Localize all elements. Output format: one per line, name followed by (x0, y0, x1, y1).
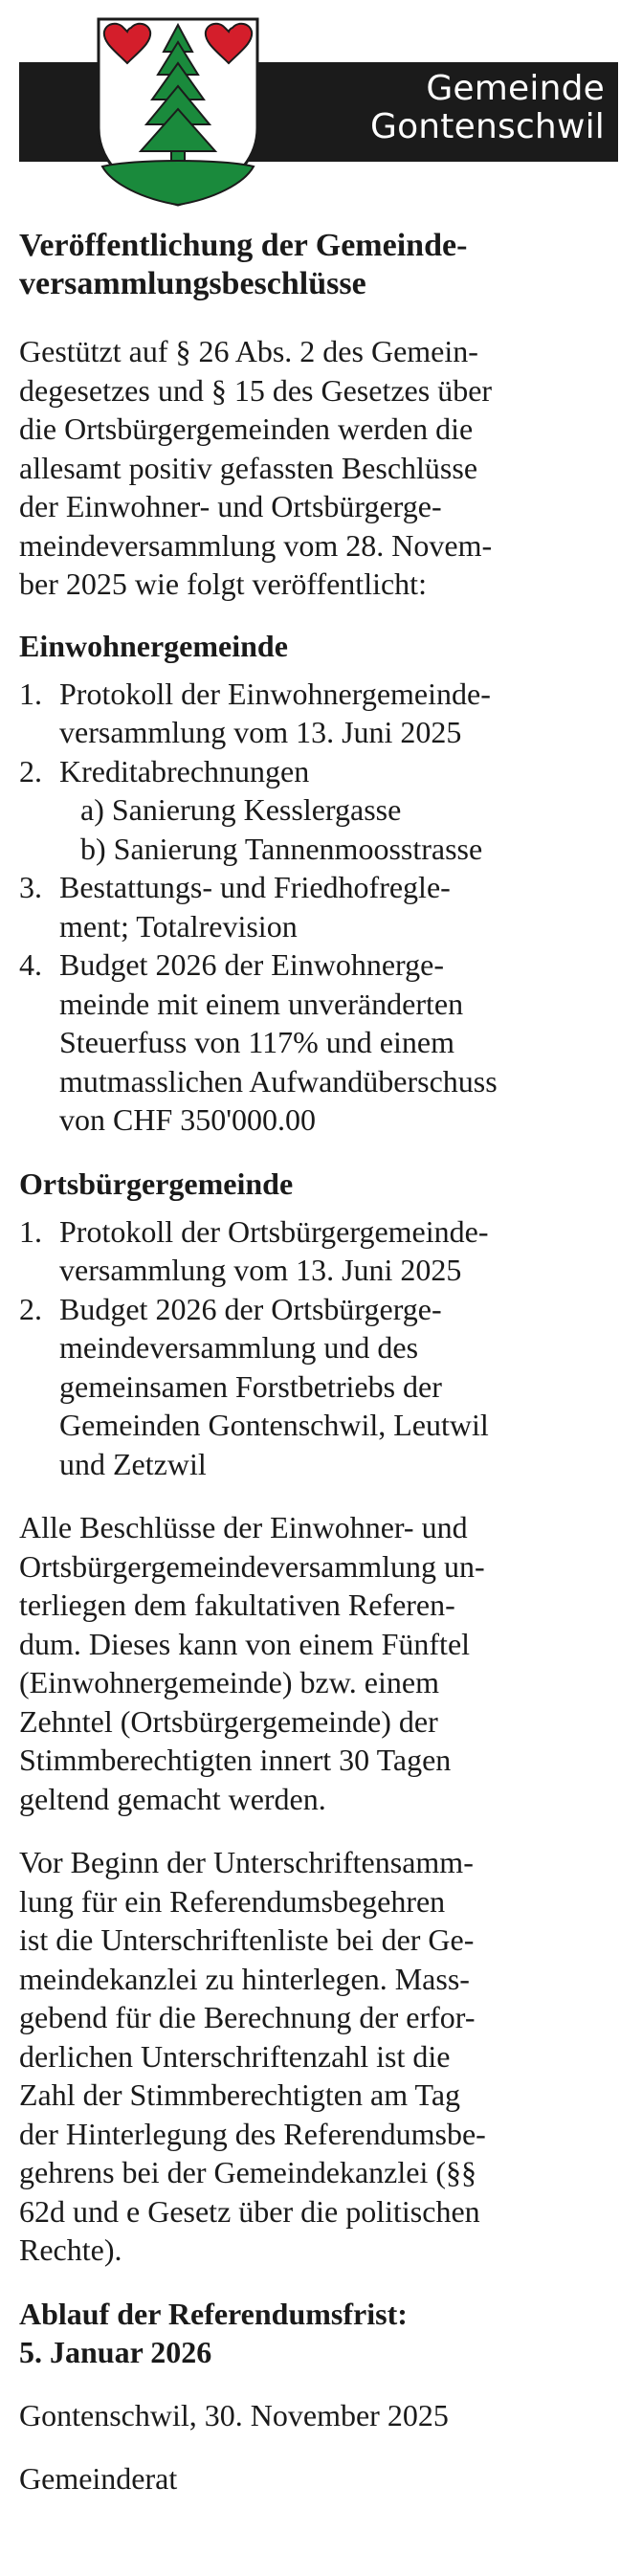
item-number: 3. (19, 870, 42, 904)
intro-line: der Einwohner- und Ortsbürgerge- (19, 489, 442, 523)
item-line: Budget 2026 der Einwohnerge- (59, 947, 444, 982)
place-date: Gontenschwil, 30. November 2025 (19, 2397, 449, 2432)
signature: Gemeinderat (19, 2461, 178, 2496)
list-item (19, 1212, 615, 1290)
paragraph-line: dum. Dieses kann von einem Fünftel (19, 1626, 471, 1661)
green-ground-icon (102, 161, 254, 205)
paragraph-line: ist die Unterschriftenliste bei der Ge- (19, 1922, 475, 1957)
paragraph-line: (Einwohnergemeinde) bzw. einem (19, 1665, 439, 1699)
paragraph-line: gehrens bei der Gemeindekanzlei (§§ (19, 2155, 477, 2189)
paragraph-line: Rechte). (19, 2232, 122, 2267)
paragraph-line: terliegen dem fakultativen Referen- (19, 1588, 455, 1622)
item-line: meinde mit einem unveränderten (59, 986, 464, 1021)
title-line: versammlungsbeschlüsse (19, 266, 366, 301)
paragraph-line: Stimmberechtigten innert 30 Tagen (19, 1743, 452, 1777)
item-line: Budget 2026 der Ortsbürgerge- (59, 1291, 442, 1326)
deadline-date: 5. Januar 2026 (19, 2334, 212, 2369)
intro-line: degesetzes und § 15 des Gesetzes über (19, 372, 493, 408)
paragraph-line: derlichen Unterschriftenzahl ist die (19, 2038, 451, 2074)
intro-line: allesamt positiv gefassten Beschlüsse (19, 450, 478, 485)
paragraph-line: meindekanzlei zu hinterlegen. Mass- (19, 1961, 470, 1996)
sub-item: b) Sanierung Tannenmoosstrasse (80, 831, 483, 866)
item-line: Kreditabrechnungen (59, 753, 310, 788)
publication-title (19, 227, 615, 303)
intro-line: Gestützt auf § 26 Abs. 2 des Gemein- (19, 334, 478, 368)
einwohner-items (19, 675, 615, 1140)
item-line: meindeversammlung und des (59, 1330, 419, 1365)
signatures-paragraph (19, 1843, 615, 2270)
item-line: Bestattungs- und Friedhofregle- (59, 870, 451, 904)
paragraph-line: Zahl der Stimmberechtigten am Tag (19, 2077, 461, 2112)
item-line: von CHF 350'000.00 (59, 1102, 317, 1137)
list-item (19, 868, 615, 945)
item-line: Steuerfuss von 117% und einem (59, 1025, 454, 1059)
municipality-name-line2: Gontenschwil (369, 107, 605, 146)
title-line: Veröffentlichung der Gemeinde- (19, 228, 468, 263)
item-line: versammlung vom 13. Juni 2025 (59, 715, 462, 749)
section-heading-einwohnergemeinde: Einwohnergemeinde (19, 628, 288, 663)
intro-line: meindeversammlung vom 28. Novem- (19, 527, 493, 563)
item-number: 2. (19, 1291, 42, 1326)
list-item (19, 752, 615, 869)
item-line: gemeinsamen Forstbetriebs der (59, 1368, 442, 1404)
referendum-paragraph (19, 1508, 615, 1818)
intro-line: ber 2025 wie folgt veröffentlicht: (19, 566, 427, 601)
item-line: und Zetzwil (59, 1446, 207, 1481)
list-item (19, 675, 615, 752)
paragraph-line: Zehntel (Ortsbürgergemeinde) der (19, 1703, 438, 1739)
intro-paragraph (19, 332, 615, 604)
paragraph-line: geltend gemacht werden. (19, 1781, 326, 1816)
paragraph-line: 62d und e Gesetz über die politischen (19, 2193, 480, 2229)
paragraph-line: lung für ein Referendumsbegehren (19, 1883, 446, 1919)
paragraph-line: Alle Beschlüsse der Einwohner- und (19, 1510, 468, 1544)
paragraph-line: der Hinterlegung des Referendumsbe- (19, 2116, 486, 2151)
ortsbuerger-items (19, 1212, 615, 1484)
sub-item: a) Sanierung Kesslergasse (80, 792, 402, 827)
item-number: 4. (19, 947, 42, 982)
deadline-label: Ablauf der Referendumsfrist: (19, 2296, 408, 2331)
list-item (19, 1290, 615, 1484)
municipality-name-line1: Gemeinde (426, 69, 605, 108)
item-number: 2. (19, 753, 42, 788)
paragraph-line: Vor Beginn der Unterschriftensamm- (19, 1845, 474, 1879)
item-line: Gemeinden Gontenschwil, Leutwil (59, 1408, 489, 1442)
municipality-name (370, 70, 605, 146)
item-line: mutmasslichen Aufwandüberschuss (59, 1063, 498, 1099)
item-number: 1. (19, 676, 42, 711)
section-heading-ortsbuergergemeinde: Ortsbürgergemeinde (19, 1166, 294, 1201)
paragraph-line: Ortsbürgergemeindeversammlung un- (19, 1548, 485, 1584)
item-line: Protokoll der Einwohnergemeinde- (59, 676, 491, 711)
item-line: ment; Totalrevision (59, 908, 298, 944)
item-line: Protokoll der Ortsbürgergemeinde- (59, 1213, 489, 1249)
intro-line: die Ortsbürgergemeinden werden die (19, 411, 474, 446)
coat-of-arms-icon (95, 15, 261, 207)
item-line: versammlung vom 13. Juni 2025 (59, 1253, 462, 1287)
publication-content (19, 227, 615, 2498)
item-number: 1. (19, 1213, 42, 1249)
list-item (19, 945, 615, 1140)
paragraph-line: gebend für die Berechnung der erfor- (19, 2000, 476, 2034)
